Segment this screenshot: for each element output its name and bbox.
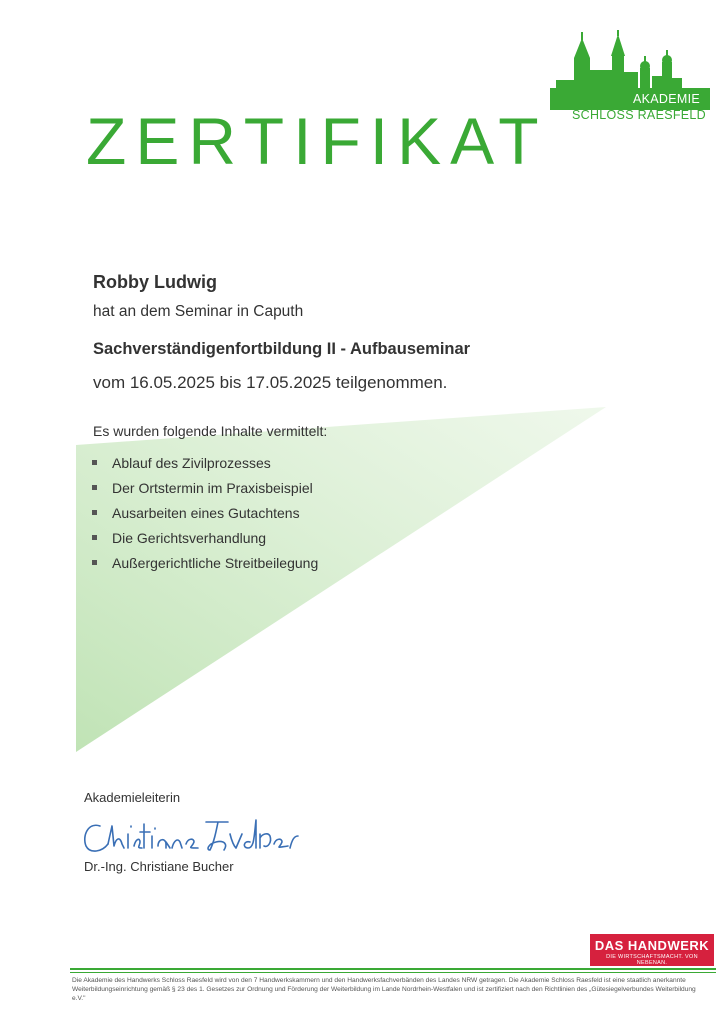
- signatory-name: Dr.-Ing. Christiane Bucher: [84, 859, 234, 874]
- topic-label: Ausarbeiten eines Gutachtens: [112, 505, 300, 521]
- seminar-title: Sachverständigenfortbildung II - Aufbauseminar: [93, 340, 471, 358]
- bullet-icon: [92, 485, 97, 490]
- topic-label: Außergerichtliche Streitbeilegung: [112, 555, 319, 571]
- logo-text-schloss: SCHLOSS RAESFELD: [571, 108, 706, 122]
- signatory-title: Akademieleiterin: [84, 790, 181, 805]
- seminar-dates: vom 16.05.2025 bis 17.05.2025 teilgenommen.: [93, 373, 448, 392]
- intro-text: hat an dem Seminar in Caputh: [93, 303, 304, 320]
- topic-label: Der Ortstermin im Praxisbeispiel: [112, 480, 313, 496]
- topic-label: Ablauf des Zivilprozesses: [112, 455, 271, 471]
- list-item: [88, 452, 318, 477]
- list-item: [88, 552, 318, 577]
- das-handwerk-badge: [590, 934, 714, 966]
- list-item: [88, 502, 318, 527]
- bullet-icon: [92, 560, 97, 565]
- akademie-logo: [548, 30, 712, 120]
- contents-heading: Es wurden folgende Inhalte vermittelt:: [93, 423, 328, 439]
- logo-text-akademie: AKADEMIE: [633, 92, 700, 106]
- recipient-name: Robby Ludwig: [93, 272, 217, 292]
- bullet-icon: [92, 535, 97, 540]
- badge-main-text: DAS HANDWERK: [594, 938, 710, 953]
- list-item: [88, 527, 318, 552]
- topic-label: Die Gerichtsverhandlung: [112, 530, 267, 546]
- footer-text: Die Akademie des Handwerks Schloss Raesfeld wird von den 7 Handwerkskammern und den Handwerksfachverbänden des Landes NRW getragen. Die Akademie Schloss Raesfeld ist eine staatlich anerkannte Weiterbildungseinrichtung gemäß § 23 des 1. Gesetzes zur Ordnung und Förderung der Weiterbildung im Lande Nordrhein-Westfalen und ist zertifiziert nach den Richtlinien des „Gütesiegelverbundes Weiterbildung e.V.": [72, 977, 696, 1002]
- bullet-icon: [92, 460, 97, 465]
- list-item: [88, 477, 318, 502]
- certificate-title: ZERTIFIKAT: [86, 104, 548, 178]
- badge-sub-text: DIE WIRTSCHAFTSMACHT. VON NEBENAN.: [606, 954, 698, 966]
- footer-divider: [70, 968, 716, 973]
- topic-list: [88, 452, 318, 577]
- handwritten-signature: [78, 812, 308, 858]
- bullet-icon: [92, 510, 97, 515]
